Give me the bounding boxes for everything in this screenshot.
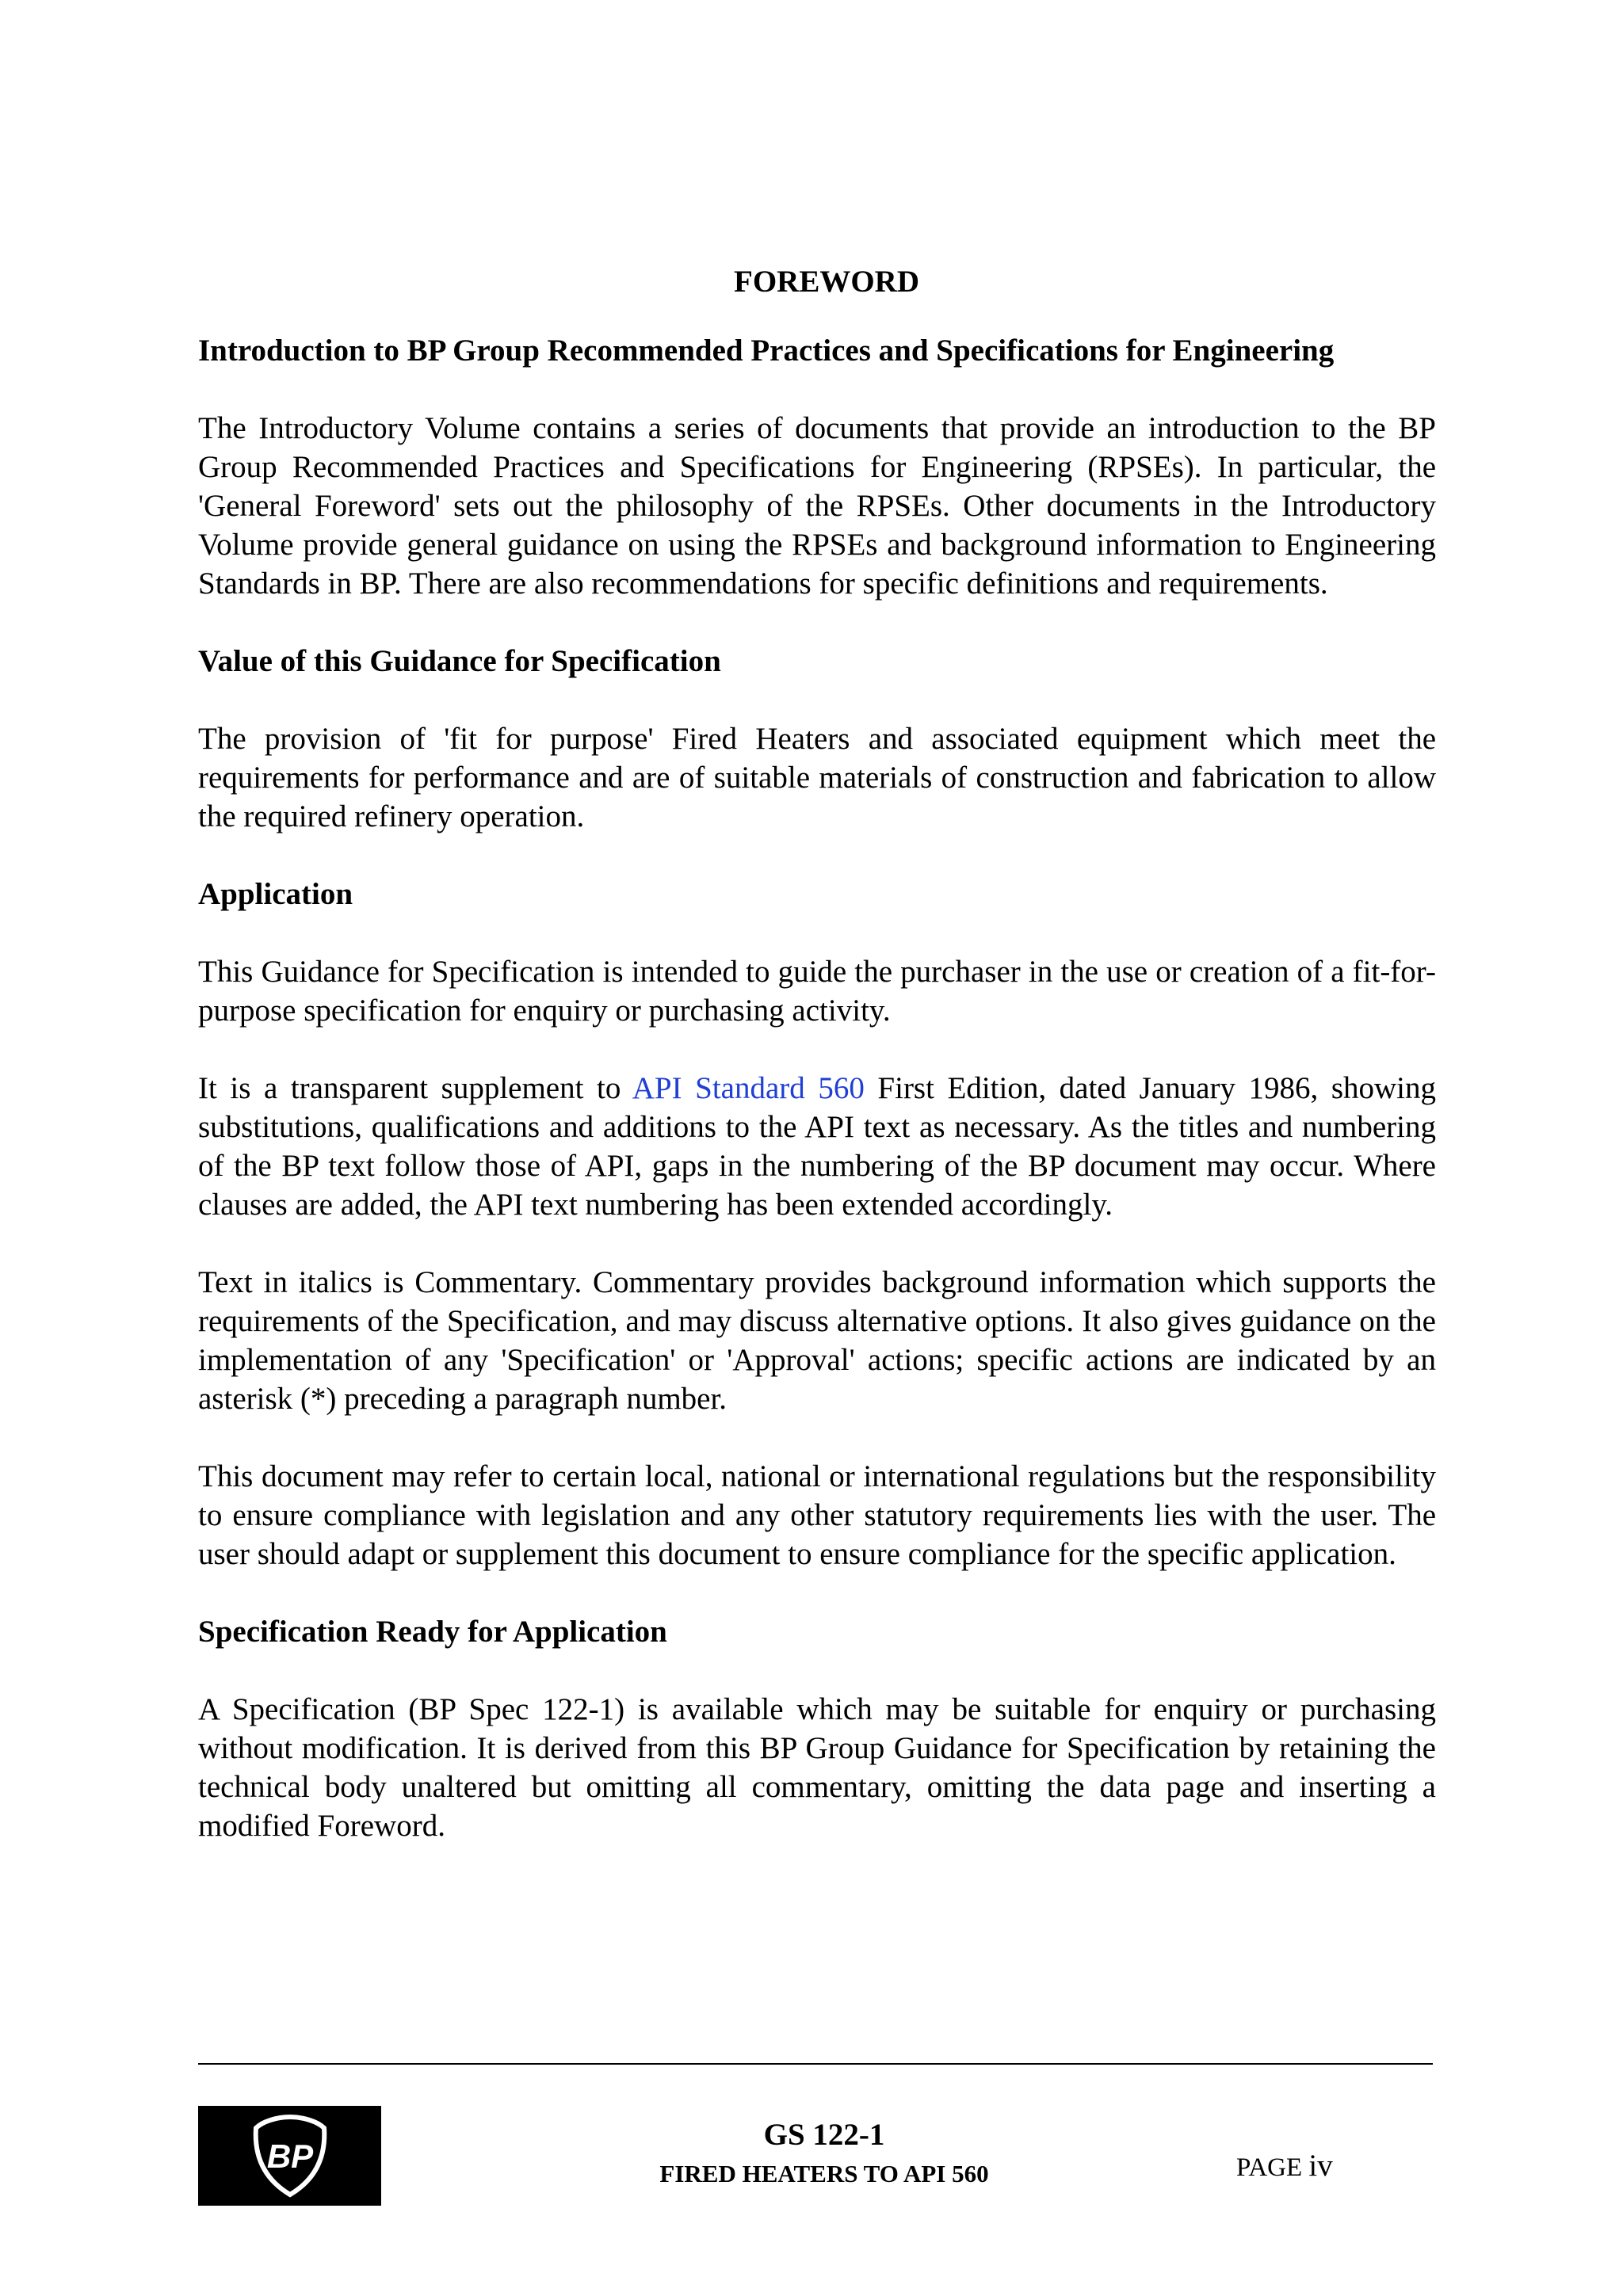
paragraph-application-2-post: First Edition, dated January 1986, showing substitutions, qualifications and additions to the API text as necessary. As the titles and numbering of the BP text follow those of API, gaps in the numbering of the BP document may occur. Where clauses are added, the API text numbering has been extended accordingly. xyxy=(198,1071,1436,1222)
document-title: FIRED HEATERS TO API 560 xyxy=(659,2160,989,2187)
section-heading-value: Value of this Guidance for Specification xyxy=(198,644,721,678)
paragraph-ready: A Specification (BP Spec 122-1) is available which may be suitable for enquiry or purchasing without modification. It is derived from this BP Group Guidance for Specification by retaining the technical body unaltered but omitting all commentary, omitting the data page and inserting a modified Foreword. xyxy=(198,1692,1436,1843)
paragraph-application-1: This Guidance for Specification is intended to guide the purchaser in the use or creation of a fit-for-purpose specification for enquiry or purchasing activity. xyxy=(198,955,1436,1028)
paragraph-application-3: Text in italics is Commentary. Commentary provides background information which supports the requirements of the Specification, and may discuss alternative options. It also gives guidance on the implementation of any 'Specification' or 'Approval' actions; specific actions are indicated by an asterisk (*) preceding a paragraph number. xyxy=(198,1265,1436,1416)
page-title: FOREWORD xyxy=(734,265,919,299)
page-indicator xyxy=(1236,2149,1442,2185)
bp-logo xyxy=(198,2106,381,2206)
paragraph-application-4: This document may refer to certain local, national or international regulations but the responsibility to ensure compliance with legislation and any other statutory requirements lies with the user. The user should adapt or supplement this document to ensure compliance for the specific application. xyxy=(198,1459,1436,1571)
bp-logo-text: BP xyxy=(266,2138,313,2175)
page-label: PAGE xyxy=(1236,2153,1309,2182)
paragraph-value: The provision of 'fit for purpose' Fired Heaters and associated equipment which meet the requirements for performance and are of suitable materials of construction and fabrication to allow the required refinery operation. xyxy=(198,722,1436,833)
section-heading-ready: Specification Ready for Application xyxy=(198,1615,667,1649)
paragraph-application-2-pre: It is a transparent supplement to xyxy=(198,1071,632,1105)
paragraph-introduction: The Introductory Volume contains a series of documents that provide an introduction to the BP Group Recommended Practices and Specifications for Engineering (RPSEs). In particular, the 'General Foreword' sets out the philosophy of the RPSEs. Other documents in the Introductory Volume provide general guidance on using the RPSEs and background information to Engineering Standards in BP. There are also recommendations for specific definitions and requirements. xyxy=(198,411,1436,601)
section-heading-application: Application xyxy=(198,877,353,911)
document-code: GS 122-1 xyxy=(763,2118,885,2152)
footer-divider xyxy=(198,2063,1433,2065)
paragraph-application-2 xyxy=(198,1069,1436,1224)
bp-shield-icon xyxy=(246,2112,334,2199)
page-number: iv xyxy=(1308,2149,1333,2183)
page-content xyxy=(198,260,1436,1884)
section-heading-introduction: Introduction to BP Group Recommended Practices and Specifications for Engineering xyxy=(198,334,1335,368)
api-standard-560-link[interactable]: API Standard 560 xyxy=(632,1071,865,1105)
